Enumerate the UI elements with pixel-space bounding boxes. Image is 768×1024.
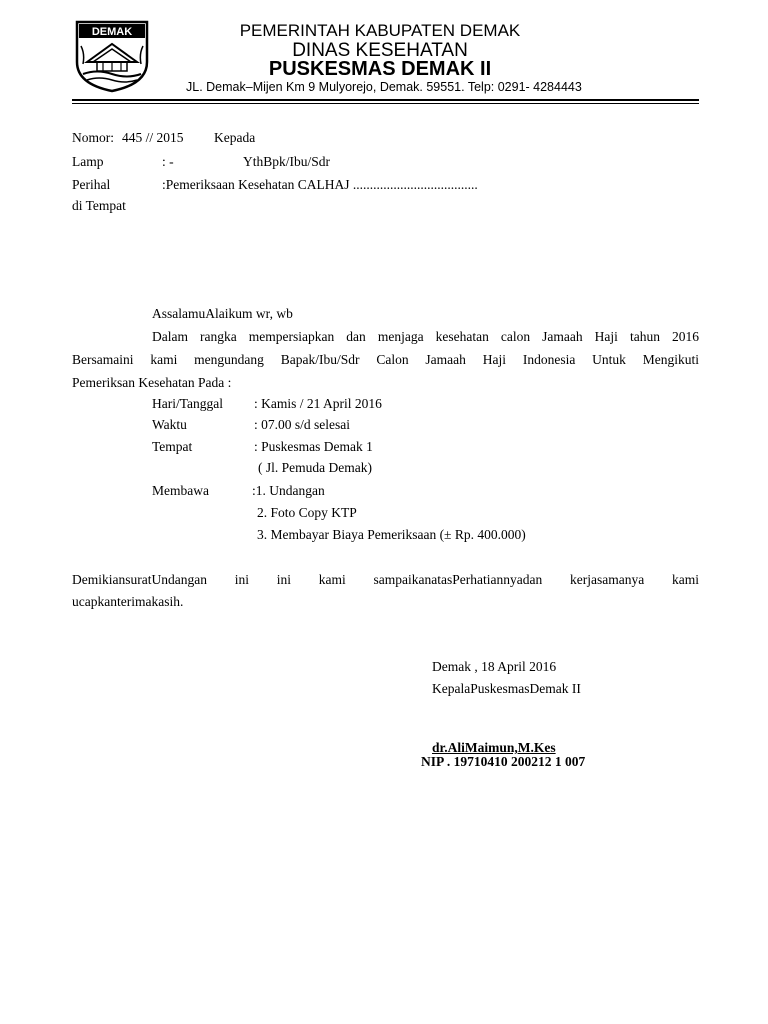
letterhead-rule-thick — [72, 99, 699, 101]
detail-value-waktu: : 07.00 s/d selesai — [254, 417, 350, 432]
paragraph-line-1: Dalam rangka mempersiapkan dan menjaga kesehatan calon Jamaah Haji tahun 2016 — [152, 329, 699, 344]
lamp-label: Lamp — [72, 154, 104, 169]
signatory-nip: NIP . 19710410 200212 1 007 — [421, 754, 586, 769]
paragraph-line-3: Pemeriksan Kesehatan Pada : — [72, 375, 232, 390]
signatory-name: dr.AliMaimun,M.Kes — [432, 740, 556, 755]
detail-value-hari: : Kamis / 21 April 2016 — [254, 396, 382, 411]
kepada-label: Kepada — [214, 130, 256, 145]
closing-line-2: ucapkanterimakasih. — [72, 594, 184, 609]
detail-value-tempat: : Puskesmas Demak 1 — [254, 439, 373, 454]
detail-label-waktu: Waktu — [152, 417, 187, 432]
membawa-label: Membawa — [152, 483, 209, 498]
nomor-label: Nomor: — [72, 130, 114, 145]
lamp-value: : - — [162, 154, 174, 169]
detail-label-tempat: Tempat — [152, 439, 193, 454]
letterhead-institution: PUSKESMAS DEMAK II — [268, 58, 492, 80]
letterhead-rule-thin — [72, 103, 699, 104]
signature-position: KepalaPuskesmasDemak II — [432, 681, 581, 696]
greeting: AssalamuAlaikum wr, wb — [152, 306, 293, 321]
membawa-item-2: 2. Foto Copy KTP — [257, 505, 357, 520]
di-tempat: di Tempat — [72, 198, 126, 213]
nomor-value: 445 // 2015 — [122, 130, 184, 145]
membawa-item-3: 3. Membayar Biaya Pemeriksaan (± Rp. 400.000) — [257, 527, 526, 542]
membawa-item-1: :1. Undangan — [252, 483, 325, 498]
demak-regency-emblem — [73, 18, 151, 94]
perihal-value: :Pemeriksaan Kesehatan CALHAJ ..................................... — [162, 177, 478, 192]
perihal-label: Perihal — [72, 177, 111, 192]
letterhead-government: PEMERINTAH KABUPATEN DEMAK — [239, 21, 521, 40]
emblem-text: DEMAK — [91, 26, 133, 38]
paragraph-line-2: Bersamaini kami mengundang Bapak/Ibu/Sdr Calon Jamaah Haji Indonesia Untuk Mengikuti — [72, 352, 699, 367]
signature-place-date: Demak , 18 April 2016 — [432, 659, 557, 674]
tempat-address: ( Jl. Pemuda Demak) — [258, 460, 372, 475]
letterhead-agency: DINAS KESEHATAN — [292, 40, 468, 61]
closing-line-1: DemikiansuratUndangan ini ini kami sampaikanatasPerhatiannyadan kerjasamanya kami — [72, 572, 699, 587]
detail-label-hari: Hari/Tanggal — [152, 396, 224, 411]
letterhead-address: JL. Demak–Mijen Km 9 Mulyorejo, Demak. 59551. Telp: 0291- 4284443 — [186, 80, 582, 94]
recipient: YthBpk/Ibu/Sdr — [243, 154, 331, 169]
